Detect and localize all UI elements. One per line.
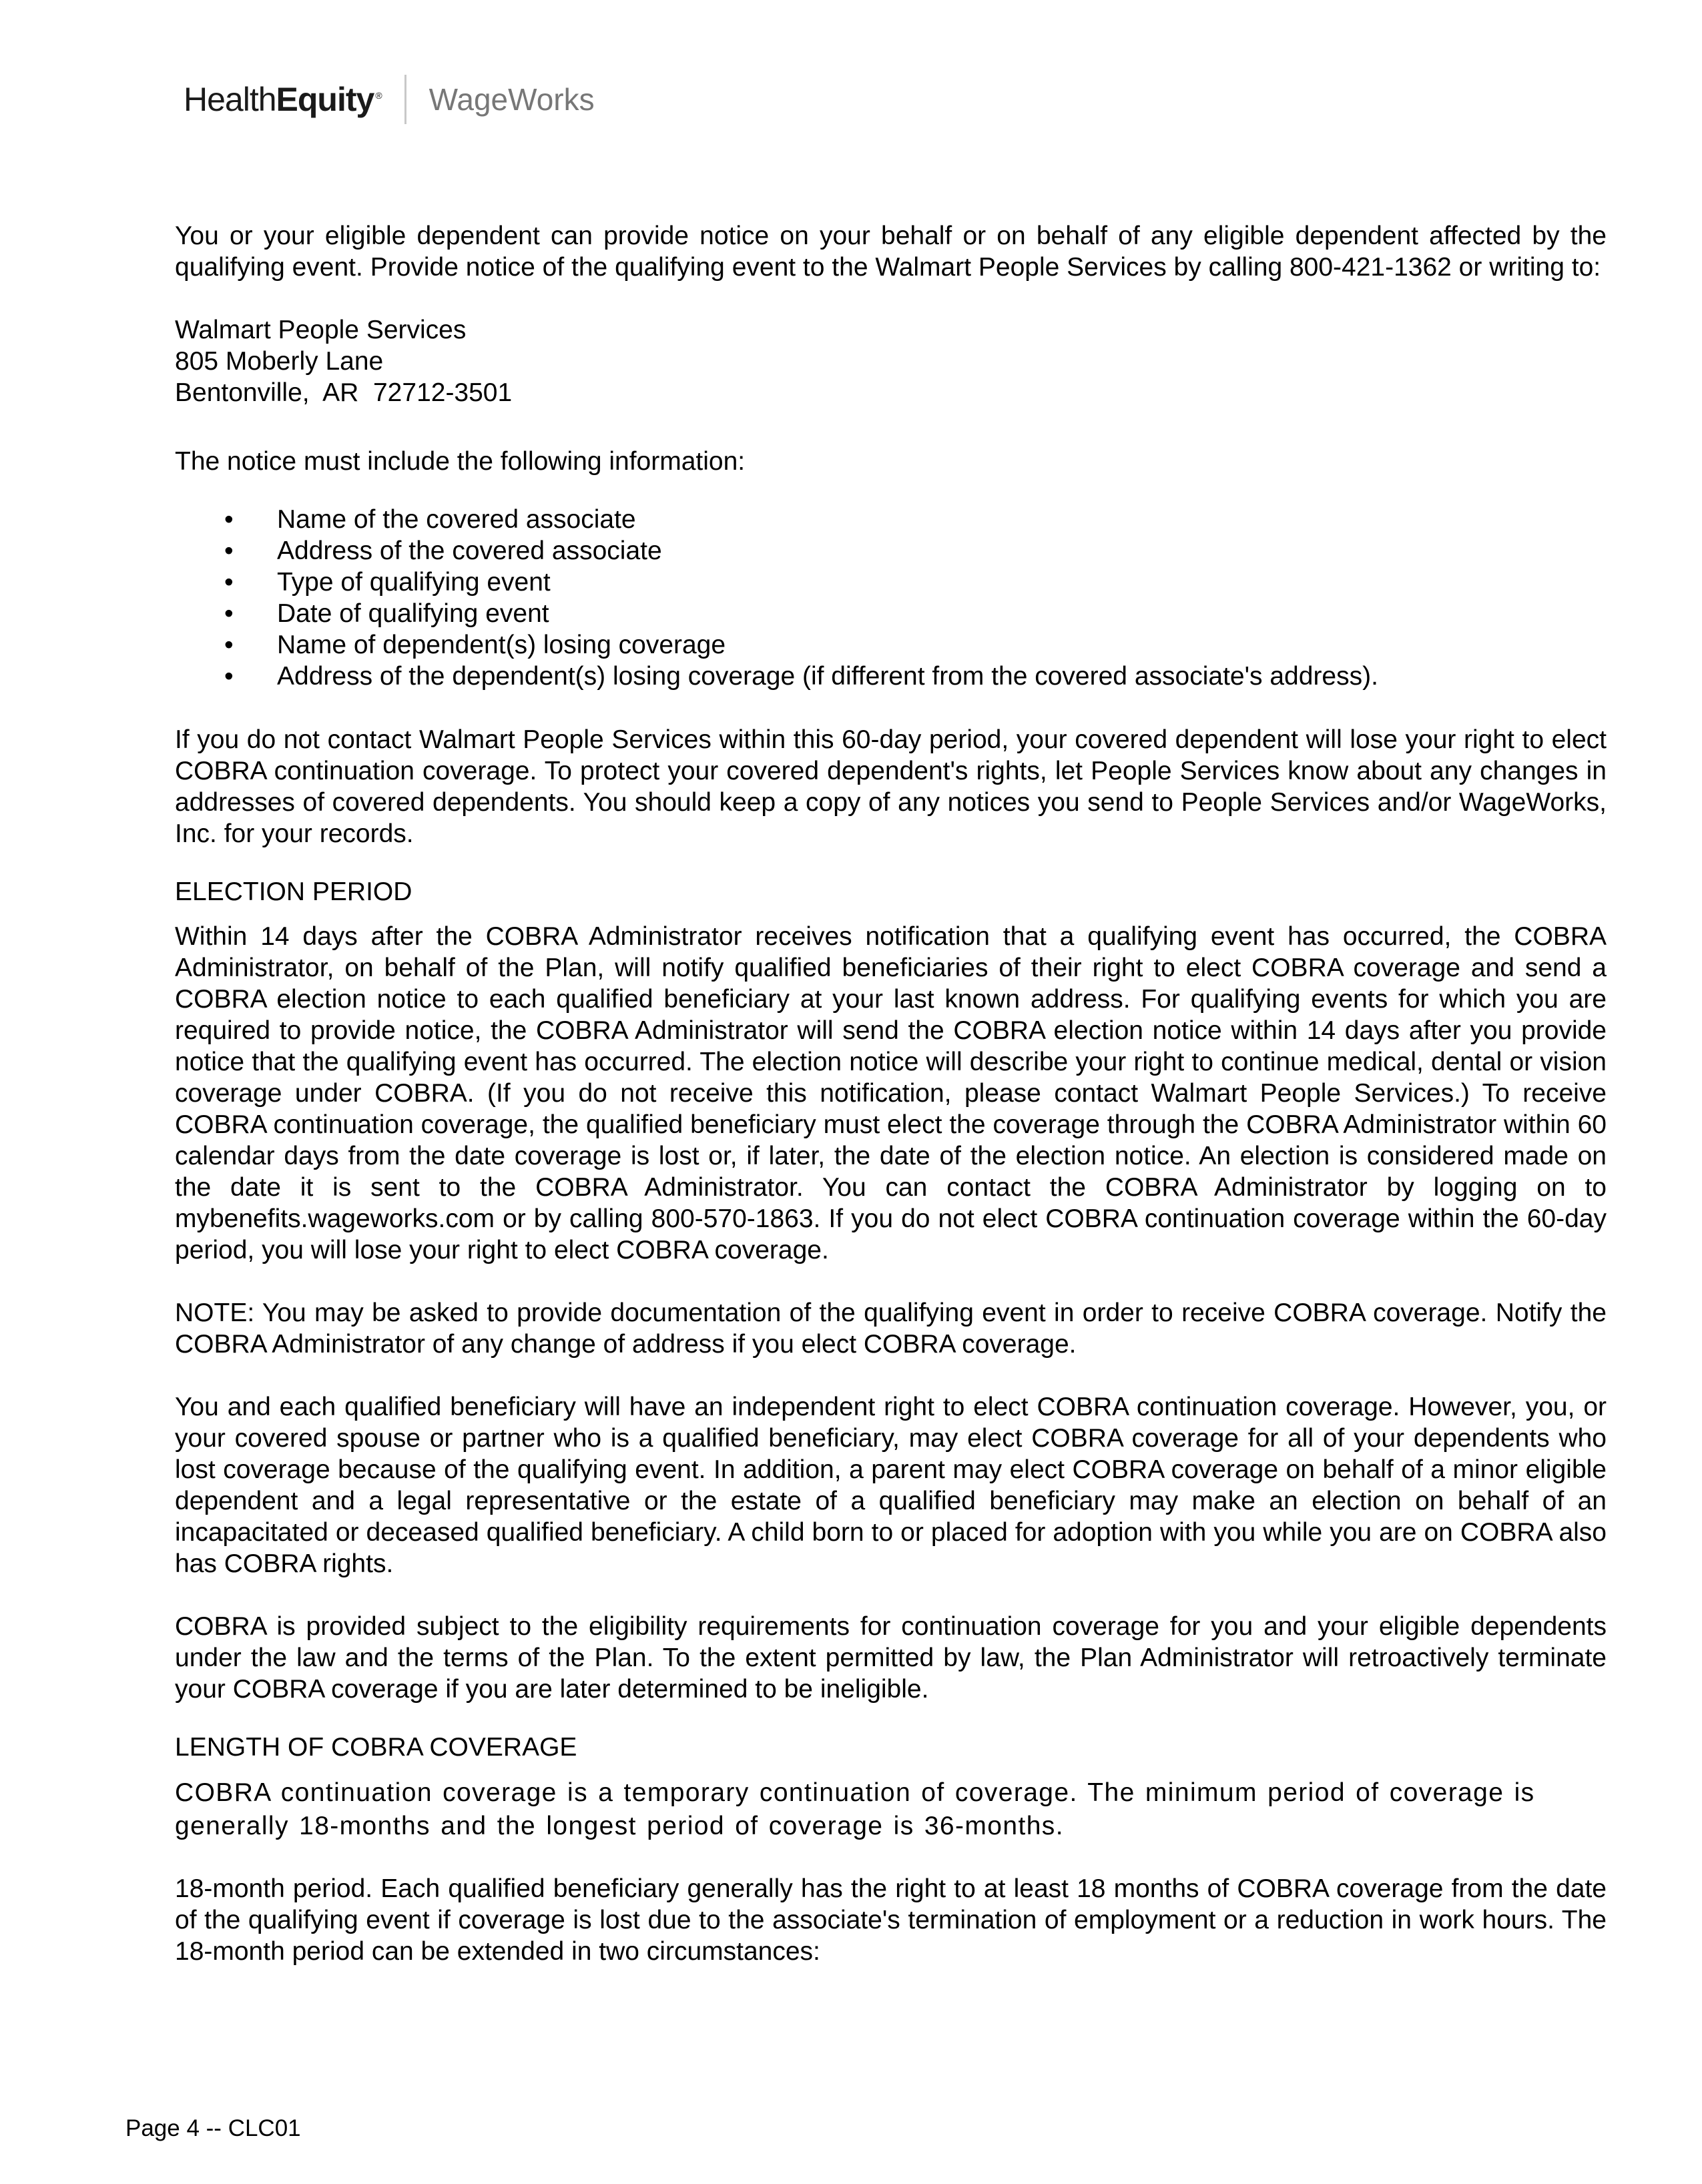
election-period-heading: ELECTION PERIOD (175, 877, 412, 906)
notice-requirements-list (175, 504, 1607, 692)
election-paragraph: Within 14 days after the COBRA Administrator receives notification that a qualifying event has occurred, the COBRA Administrator, on behalf of the Plan, will notify qualified beneficiaries of their right to elect COBRA coverage and send a COBRA election notice to each qualified beneficiary at your last known address. For qualifying events for which you are required to provide notice, the COBRA Administrator will send the COBRA election notice within 14 days after you provide notice that the qualifying event has occurred. The election notice will describe your right to continue medical, dental or vision coverage under COBRA. (If you do not receive this notification, please contact Walmart People Services.) To receive COBRA continuation coverage, the qualified beneficiary must elect the coverage through the COBRA Administrator within 60 calendar days from the date coverage is lost or, if later, the date of the election notice. An election is considered made on the date it is sent to the COBRA Administrator. You can contact the COBRA Administrator by logging on to mybenefits.wageworks.com or by calling 800-570-1863. If you do not elect COBRA continuation coverage within the 60-day period, you will lose your right to elect COBRA coverage. (175, 922, 1607, 1264)
page-footer: Page 4 -- CLC01 (125, 2115, 301, 2141)
contact-paragraph: If you do not contact Walmart People Services within this 60-day period, your covered dependent will lose your right to elect COBRA continuation coverage. To protect your covered dependent's rights, let People Services know about any changes in addresses of covered dependents. You should keep a copy of any notices you send to People Services and/or WageWorks, Inc. for your records. (175, 725, 1607, 848)
eighteen-month-paragraph: 18-month period. Each qualified beneficiary generally has the right to at least 18 months of COBRA coverage from the date of the qualifying event if coverage is lost due to the associate's termination of employment or a reduction in work hours. The 18-month period can be extended in two circumstances: (175, 1874, 1607, 1966)
logo-equity-text: Equity (276, 81, 374, 118)
list-item (175, 629, 1607, 661)
list-item (175, 504, 1607, 535)
note-paragraph: NOTE: You may be asked to provide documentation of the qualifying event in order to receive COBRA coverage. Notify the COBRA Administrator of any change of address if you elect COBRA coverage. (175, 1299, 1607, 1359)
list-item (175, 598, 1607, 629)
eligibility-paragraph: COBRA is provided subject to the eligibility requirements for continuation coverage for you and your eligible dependents under the law and the terms of the Plan. To the extent permitted by law, the Plan Administrator will retroactively terminate your COBRA coverage if you are later determined to be ineligible. (175, 1612, 1607, 1704)
logo-wageworks: WageWorks (429, 82, 595, 117)
intro-paragraph: You or your eligible dependent can provide notice on your behalf or on behalf of any eligible dependent affected by the qualifying event. Provide notice of the qualifying event to the Walmart People Services by calling 800-421-1362 or writing to: (175, 222, 1607, 282)
address-line-3: Bentonville, AR 72712-3501 (175, 378, 513, 407)
bullet-icon: • (224, 662, 234, 691)
list-item (175, 661, 1607, 692)
logo-health-text: Health (184, 81, 276, 118)
list-item-text: Name of dependent(s) losing coverage (277, 631, 726, 659)
independent-right-paragraph: You and each qualified beneficiary will have an independent right to elect COBRA continuation coverage. However, you, or your covered spouse or partner who is a qualified beneficiary, may elect COBRA coverage for all of your dependents who lost coverage because of the qualifying event. In addition, a parent may elect COBRA coverage on behalf of a minor eligible dependent and a legal representative or the estate of a qualified beneficiary may make an election on behalf of an incapacitated or deceased qualified beneficiary. A child born to or placed for adoption with you while you are on COBRA also has COBRA rights. (175, 1393, 1607, 1578)
logo-registered-mark: ® (375, 90, 382, 101)
bullet-icon: • (224, 505, 234, 534)
document-body (175, 220, 1607, 1967)
bullet-icon: • (224, 536, 234, 565)
bullet-icon: • (224, 599, 234, 628)
list-item-text: Name of the covered associate (277, 505, 636, 534)
list-item-text: Type of qualifying event (277, 568, 551, 597)
company-logo (184, 75, 595, 124)
list-item-text: Address of the dependent(s) losing coverage (if different from the covered associate's address). (277, 662, 1378, 691)
address-line-1: Walmart People Services (175, 316, 467, 344)
length-of-coverage-heading: LENGTH OF COBRA COVERAGE (175, 1733, 577, 1762)
notice-intro: The notice must include the following information: (175, 447, 746, 476)
mailing-address (175, 314, 1607, 408)
logo-healthequity (184, 80, 382, 119)
length-paragraph: COBRA continuation coverage is a temporary continuation of coverage. The minimum period of coverage is generally 18-months and the longest period of coverage is 36-months. (175, 1778, 1535, 1840)
bullet-icon: • (224, 568, 234, 597)
logo-divider (404, 75, 406, 124)
list-item-text: Date of qualifying event (277, 599, 549, 628)
list-item (175, 535, 1607, 567)
list-item-text: Address of the covered associate (277, 536, 662, 565)
bullet-icon: • (224, 631, 234, 659)
address-line-2: 805 Moberly Lane (175, 347, 384, 376)
list-item (175, 567, 1607, 598)
